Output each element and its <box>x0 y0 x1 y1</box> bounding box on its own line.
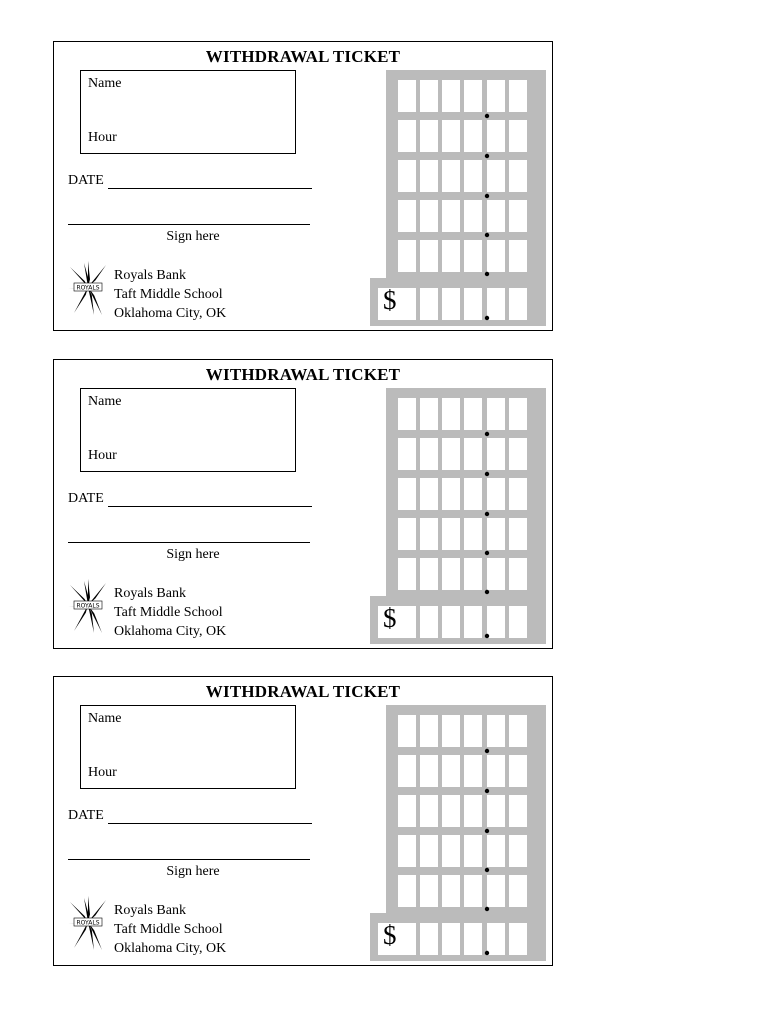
digit-cell <box>464 478 482 510</box>
withdrawal-ticket <box>53 41 553 331</box>
digit-cell <box>398 755 416 787</box>
digit-cell <box>442 160 460 192</box>
date-line[interactable] <box>108 174 312 189</box>
digit-cell <box>398 438 416 470</box>
digit-cell <box>487 875 505 907</box>
decimal-dot <box>485 272 489 276</box>
digit-cell <box>464 240 482 272</box>
digit-cell <box>509 518 527 550</box>
digit-cell <box>420 288 438 320</box>
digit-cell <box>420 558 438 590</box>
digit-cell <box>509 606 527 638</box>
digit-cell <box>420 795 438 827</box>
digit-cell <box>442 835 460 867</box>
digit-cell <box>509 200 527 232</box>
school-name: Taft Middle School <box>114 287 223 302</box>
digit-cell <box>420 200 438 232</box>
digit-cell <box>487 715 505 747</box>
decimal-dot <box>485 154 489 158</box>
digit-cell <box>509 398 527 430</box>
digit-cell <box>442 606 460 638</box>
digit-cell <box>464 80 482 112</box>
hour-label: Hour <box>88 448 117 463</box>
digit-cell <box>487 200 505 232</box>
city-name: Oklahoma City, OK <box>114 624 227 639</box>
signature-line[interactable] <box>68 859 310 860</box>
digit-cell <box>442 288 460 320</box>
school-name: Taft Middle School <box>114 605 223 620</box>
digit-cell <box>398 200 416 232</box>
digit-cell <box>464 398 482 430</box>
digit-cell <box>464 755 482 787</box>
digit-cell <box>487 795 505 827</box>
dollar-sign: $ <box>383 603 397 633</box>
digit-cell <box>487 80 505 112</box>
digit-cell <box>487 478 505 510</box>
decimal-dot <box>485 749 489 753</box>
digit-cell <box>509 240 527 272</box>
digit-cell <box>420 240 438 272</box>
bank-info <box>114 901 226 958</box>
digit-cell <box>487 518 505 550</box>
digit-cell <box>398 835 416 867</box>
digit-cell <box>398 120 416 152</box>
digit-cell <box>487 835 505 867</box>
digit-cell <box>464 923 482 955</box>
digit-cell <box>442 755 460 787</box>
digit-cell <box>464 606 482 638</box>
digit-cell <box>509 835 527 867</box>
digit-cell <box>442 438 460 470</box>
digit-cell <box>487 288 505 320</box>
bank-info <box>114 584 226 641</box>
bank-name: Royals Bank <box>114 903 186 918</box>
city-name: Oklahoma City, OK <box>114 306 227 321</box>
ticket-title: WITHDRAWAL TICKET <box>205 682 401 701</box>
digit-cell <box>464 438 482 470</box>
hour-label: Hour <box>88 765 117 780</box>
digit-cell <box>509 438 527 470</box>
digit-cell <box>420 835 438 867</box>
digit-cell <box>509 923 527 955</box>
decimal-dot <box>485 114 489 118</box>
decimal-dot <box>485 512 489 516</box>
digit-cell <box>420 438 438 470</box>
royals-logo-icon <box>68 579 108 635</box>
withdrawal-ticket <box>53 359 553 649</box>
digit-cell <box>442 715 460 747</box>
name-label: Name <box>88 394 122 409</box>
sign-here-label: Sign here <box>166 229 220 244</box>
logo-text: ROYALS <box>76 919 100 927</box>
digit-cell <box>398 240 416 272</box>
decimal-dot <box>485 432 489 436</box>
digit-cell <box>509 160 527 192</box>
digit-cell <box>420 478 438 510</box>
logo-text: ROYALS <box>76 602 100 610</box>
digit-cell <box>442 80 460 112</box>
digit-cell <box>487 558 505 590</box>
date-label: DATE <box>68 808 104 823</box>
signature-line[interactable] <box>68 224 310 225</box>
digit-cell <box>420 160 438 192</box>
digit-cell <box>420 398 438 430</box>
decimal-dot <box>485 233 489 237</box>
digit-cell <box>464 875 482 907</box>
digit-cell <box>464 200 482 232</box>
signature-line[interactable] <box>68 542 310 543</box>
digit-cell <box>420 80 438 112</box>
digit-cell <box>420 875 438 907</box>
digit-cell <box>420 120 438 152</box>
name-hour-box[interactable] <box>80 388 296 472</box>
digit-cell <box>509 478 527 510</box>
digit-cell <box>420 715 438 747</box>
digit-cell <box>487 438 505 470</box>
decimal-dot <box>485 551 489 555</box>
digit-cell <box>398 875 416 907</box>
digit-cell <box>420 755 438 787</box>
date-field <box>68 808 312 824</box>
name-label: Name <box>88 76 122 91</box>
digit-cell <box>509 288 527 320</box>
bank-info <box>114 266 226 323</box>
name-hour-box[interactable] <box>80 705 296 789</box>
name-label: Name <box>88 711 122 726</box>
hour-label: Hour <box>88 130 117 145</box>
digit-cell <box>487 240 505 272</box>
digit-cell <box>464 558 482 590</box>
royals-logo-icon <box>68 261 108 317</box>
dollar-sign: $ <box>383 285 397 315</box>
digit-cell <box>487 606 505 638</box>
date-field <box>68 491 312 507</box>
date-line[interactable] <box>108 492 312 507</box>
decimal-dot <box>485 951 489 955</box>
digit-cell <box>442 875 460 907</box>
bank-name: Royals Bank <box>114 586 186 601</box>
digit-cell <box>509 558 527 590</box>
digit-cell <box>464 795 482 827</box>
date-line[interactable] <box>108 809 312 824</box>
digit-cell <box>509 120 527 152</box>
school-name: Taft Middle School <box>114 922 223 937</box>
decimal-dot <box>485 194 489 198</box>
digit-cell <box>464 120 482 152</box>
digit-cell <box>509 875 527 907</box>
dollar-sign: $ <box>383 920 397 950</box>
royals-logo-icon <box>68 896 108 952</box>
decimal-dot <box>485 829 489 833</box>
digit-cell <box>487 923 505 955</box>
decimal-dot <box>485 789 489 793</box>
sign-here-label: Sign here <box>166 547 220 562</box>
ticket-title: WITHDRAWAL TICKET <box>205 47 401 66</box>
date-label: DATE <box>68 173 104 188</box>
decimal-dot <box>485 472 489 476</box>
withdrawal-ticket <box>53 676 553 966</box>
digit-cell <box>442 398 460 430</box>
digit-cell <box>464 835 482 867</box>
digit-cell <box>464 288 482 320</box>
digit-cell <box>464 518 482 550</box>
logo-text: ROYALS <box>76 284 100 292</box>
digit-cell <box>398 795 416 827</box>
digit-cell <box>509 795 527 827</box>
digit-cell <box>464 715 482 747</box>
digit-cell <box>420 518 438 550</box>
bank-name: Royals Bank <box>114 268 186 283</box>
digit-cell <box>487 398 505 430</box>
digit-cell <box>487 755 505 787</box>
digit-cell <box>398 478 416 510</box>
digit-cell <box>442 795 460 827</box>
digit-cell <box>398 558 416 590</box>
digit-cell <box>420 923 438 955</box>
digit-cell <box>442 200 460 232</box>
name-hour-box[interactable] <box>80 70 296 154</box>
decimal-dot <box>485 634 489 638</box>
decimal-dot <box>485 316 489 320</box>
digit-cell <box>442 240 460 272</box>
digit-cell <box>509 80 527 112</box>
sign-here-label: Sign here <box>166 864 220 879</box>
digit-cell <box>487 120 505 152</box>
digit-cell <box>487 160 505 192</box>
digit-cell <box>509 715 527 747</box>
digit-cell <box>420 606 438 638</box>
digit-cell <box>442 518 460 550</box>
digit-cell <box>398 518 416 550</box>
digit-cell <box>398 160 416 192</box>
digit-cell <box>442 558 460 590</box>
ticket-title: WITHDRAWAL TICKET <box>205 365 401 384</box>
digit-cell <box>442 120 460 152</box>
decimal-dot <box>485 907 489 911</box>
digit-cell <box>398 398 416 430</box>
decimal-dot <box>485 868 489 872</box>
digit-cell <box>464 160 482 192</box>
decimal-dot <box>485 590 489 594</box>
digit-cell <box>442 478 460 510</box>
digit-cell <box>398 715 416 747</box>
city-name: Oklahoma City, OK <box>114 941 227 956</box>
date-label: DATE <box>68 491 104 506</box>
digit-cell <box>509 755 527 787</box>
date-field <box>68 173 312 189</box>
digit-cell <box>398 80 416 112</box>
digit-cell <box>442 923 460 955</box>
